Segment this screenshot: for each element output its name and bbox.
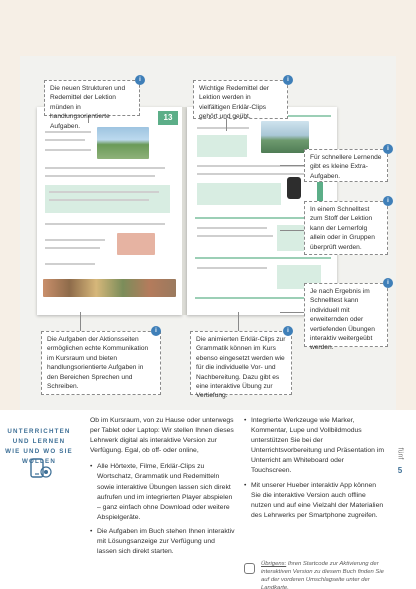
- text-line: [45, 167, 165, 169]
- leader-line: [280, 230, 304, 231]
- callout-results: [304, 283, 388, 352]
- book-spread: [37, 107, 337, 315]
- intro-paragraph: Ob im Kursraum, von zu Hause oder unterwegs per Tablet oder Laptop: Wir stellen Ihnen dieses Lehrwerk digital als interaktive Version zur Verfügung. Egal, ob off- oder online,: [90, 417, 234, 455]
- text-line: [49, 199, 149, 201]
- callout-text: In einem Schnelltest zum Stoff der Lektion kann der Lernerfolg allein oder in Gruppen überprüft werden.: [310, 206, 375, 251]
- text-line: [45, 131, 91, 133]
- bottom-section: [0, 410, 416, 589]
- info-icon[interactable]: i: [151, 326, 161, 336]
- callout-action-pages: [41, 331, 161, 395]
- page-number: 5: [397, 466, 403, 475]
- leader-line: [80, 312, 81, 332]
- text-line: [197, 127, 249, 129]
- feature-list-2: [244, 416, 386, 521]
- text-column-1: [90, 416, 235, 561]
- callout-quick-test: [304, 201, 388, 255]
- list-item: • Integrierte Werkzeuge wie Marker, Kommentar, Lupe und Vollbildmodus unterstützen Sie bei der Unterrichtsvorbereitung und Präsentation im Unterricht am Whiteboard oder Touchscreen.: [244, 416, 386, 477]
- callout-grammar-clips: [190, 331, 292, 400]
- text-line: [45, 175, 155, 177]
- sidebar-title: UNTERRICHTEN UND LERNEN WIE UND WO SIE WOLLEN: [5, 428, 73, 465]
- lesson-number-tab: 13: [158, 111, 178, 125]
- text-line: [197, 235, 273, 237]
- section-rule: [195, 257, 331, 259]
- leader-line: [280, 165, 304, 166]
- info-icon[interactable]: i: [383, 196, 393, 206]
- callout-extra-tasks: [304, 149, 388, 182]
- text-line: [197, 267, 267, 269]
- callout-structures: [44, 80, 140, 130]
- text-line: [45, 247, 100, 249]
- info-icon[interactable]: i: [383, 144, 393, 154]
- leader-line: [238, 312, 239, 332]
- lake-photo: [97, 127, 149, 159]
- food-photo: [117, 233, 155, 255]
- feature-list-1: [90, 462, 235, 557]
- landscape-photo: [261, 121, 309, 153]
- callout-text: Die Aufgaben der Aktionsseiten ermöglichen echte Kommunikation im Kursraum und bieten handlungsorientierte Aufgaben in den Bereichen Sprechen und Schreiben.: [47, 336, 149, 391]
- callout-text: Für schnellere Lernende gibt es kleine Extra-Aufgaben.: [310, 154, 382, 180]
- callout-text: Wichtige Redemittel der Lektion werden in vielfältigen Erklär-Clips gehört und geübt.: [199, 85, 269, 121]
- text-line: [45, 223, 165, 225]
- text-line: [197, 227, 267, 229]
- text-line: [45, 139, 85, 141]
- device-touch-icon: [27, 456, 53, 482]
- text-line: [49, 191, 159, 193]
- list-item: • Alle Hörtexte, Filme, Erklär-Clips zu Wortschatz, Grammatik und Redemitteln sowie interaktive Übungen lassen sich direkt aufrufen und im integrierten Player abspielen – ganz einfach ohne Download oder weitere Abspielgeräte.: [90, 462, 235, 523]
- photo-strip: [43, 279, 176, 297]
- callout-text: Je nach Ergebnis im Schnelltest kann individuell mit erweiternden oder vertiefenden Übungen interaktiv weitergeübt werden.: [310, 288, 375, 352]
- text-line: [45, 239, 105, 241]
- text-line: [45, 263, 95, 265]
- exercise-box: [197, 183, 281, 205]
- list-item: • Die Aufgaben im Buch stehen Ihnen interaktiv mit Lösungsanzeige zur Verfügung und lassen sich direkt starten.: [90, 527, 235, 557]
- leader-line: [280, 312, 304, 313]
- text-column-2: [244, 416, 386, 525]
- info-icon[interactable]: i: [135, 75, 145, 85]
- callout-redemittel: [193, 80, 288, 119]
- notice-text: Ihren Startcode zur Aktivierung der interaktiven Version zu diesem Buch finden Sie auf der vorderen Umschlagseite unter der Landkarte.: [261, 561, 384, 589]
- left-page: [37, 107, 182, 315]
- phone-image: [287, 177, 301, 199]
- sidebar: [0, 410, 78, 589]
- lock-icon: [244, 563, 255, 574]
- notice-label: Übrigens:: [261, 561, 287, 567]
- startcode-notice: [244, 560, 384, 589]
- text-line: [45, 149, 91, 151]
- text-line: [197, 173, 307, 175]
- exercise-box: [197, 135, 247, 157]
- info-icon[interactable]: i: [383, 278, 393, 288]
- callout-text: Die neuen Strukturen und Redemittel der Lektion münden in handlungsorientierte Aufgaben.: [50, 85, 126, 130]
- page-word: fünf: [396, 447, 404, 460]
- callout-text: Die animierten Erklär-Clips zur Grammatik können im Kurs ebenso eingesetzt werden wie für die individuelle Vor- und Nachbereitung. Dazu gibt es eine interaktive Übung zur Vertiefung.: [196, 336, 286, 400]
- list-item: • Mit unserer Hueber interaktiv App können Sie die interaktive Version auch offline nutzen und auf eine Vielzahl der Materialien des Lehrwerks per Smartphone zugreifen.: [244, 481, 386, 521]
- info-icon[interactable]: i: [283, 326, 293, 336]
- info-icon[interactable]: i: [283, 75, 293, 85]
